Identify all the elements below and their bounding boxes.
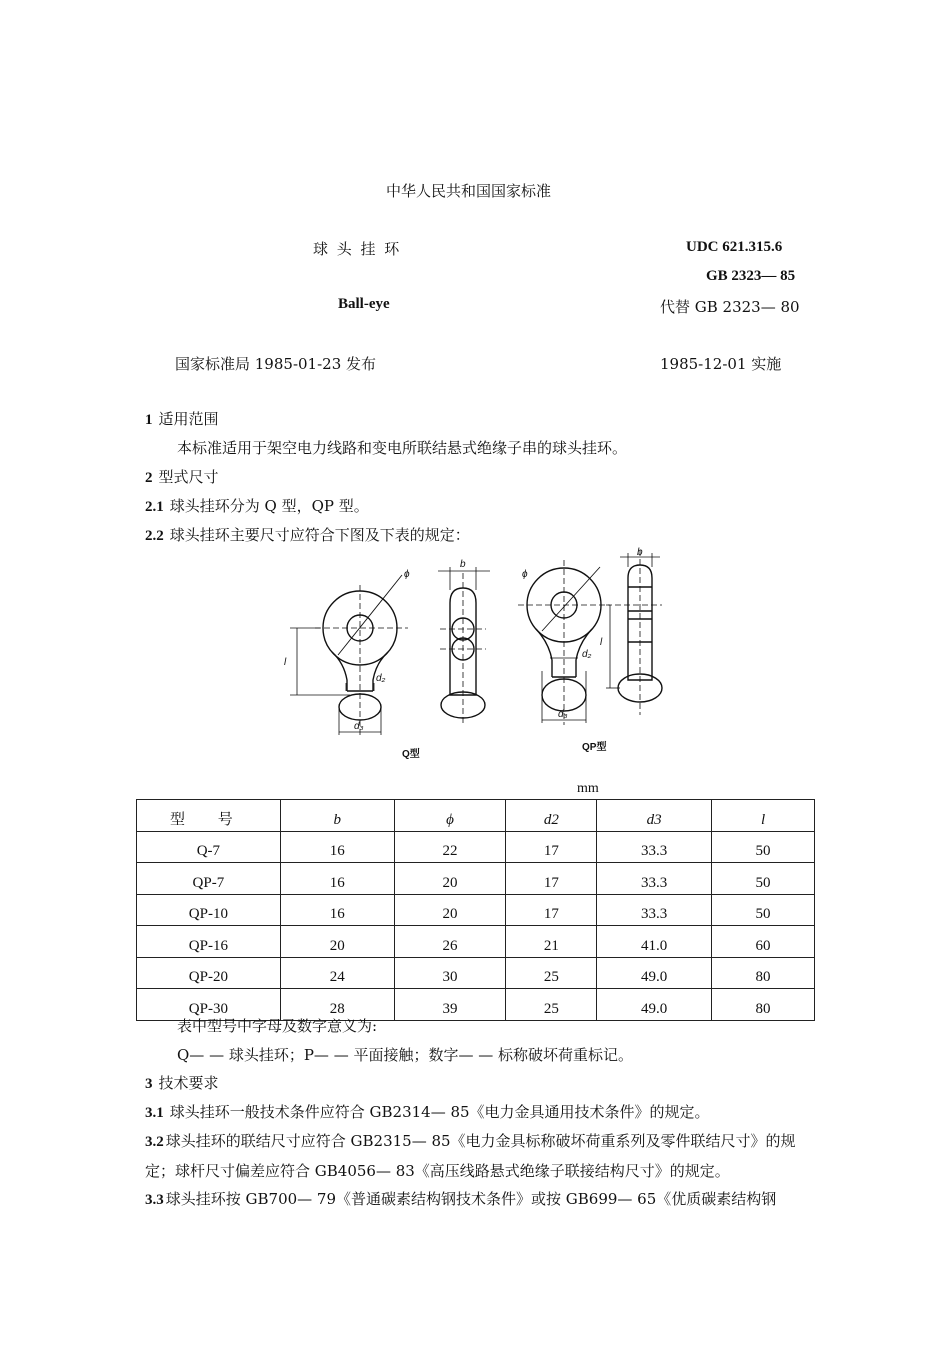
cell: 25 <box>506 957 597 989</box>
section-2-1: 2.1 球头挂环分为 Q 型，QP 型。 <box>145 497 369 515</box>
q-d3-label: d₃ <box>354 721 364 732</box>
ball-eye-drawing <box>260 545 680 765</box>
issue-date: 国家标准局 1985-01-23 发布 <box>175 355 377 373</box>
q-side-view <box>438 567 490 725</box>
title-cn: 球 头 挂 环 <box>313 240 402 258</box>
effective-date: 1985-12-01 实施 <box>660 355 782 373</box>
qp-b-label: b <box>637 547 643 558</box>
cell: 41.0 <box>597 926 712 958</box>
table-row <box>137 831 815 863</box>
section-1-body: 本标准适用于架空电力线路和变电所联结悬式绝缘子串的球头挂环。 <box>177 439 628 457</box>
table-row <box>137 863 815 895</box>
table-row <box>137 894 815 926</box>
cell: 80 <box>712 957 815 989</box>
header-b: b <box>280 800 394 832</box>
cell: 49.0 <box>597 989 712 1021</box>
qp-side-view <box>606 550 662 715</box>
q-d2-label: d₂ <box>376 673 386 684</box>
udc-code: UDC 621.315.6 <box>686 239 783 255</box>
cell: QP-10 <box>137 894 281 926</box>
cell: 33.3 <box>597 863 712 895</box>
cell: QP-16 <box>137 926 281 958</box>
q-l-label: l <box>284 657 287 668</box>
dimension-table <box>136 799 815 1021</box>
cell: 17 <box>506 863 597 895</box>
qp-d3-label: d₃ <box>558 709 568 720</box>
cell: 30 <box>394 957 506 989</box>
header-phi: ϕ <box>394 800 506 832</box>
header-model: 型 号 <box>137 800 281 832</box>
cell: 33.3 <box>597 894 712 926</box>
cell: Q-7 <box>137 831 281 863</box>
qp-front-view <box>518 560 610 725</box>
table-row <box>137 926 815 958</box>
cell: 17 <box>506 831 597 863</box>
header-d2-text: d2 <box>543 811 559 828</box>
table-header-row <box>137 800 815 832</box>
gb-code: GB 2323— 85 <box>706 268 796 284</box>
header-d2 <box>506 800 597 832</box>
section-3-1: 3.1 球头挂环一般技术条件应符合 GB2314— 85《电力金具通用技术条件》的规定。 <box>145 1103 710 1121</box>
qp-d2-label: d₂ <box>582 649 592 660</box>
notes-meaning: Q— — 球头挂环；P— — 平面接触；数字— — 标称破坏荷重标记。 <box>177 1046 634 1064</box>
cell: 20 <box>280 926 394 958</box>
cell: 20 <box>394 894 506 926</box>
replaces-code: 代替 GB 2323— 80 <box>660 298 800 316</box>
q-phi-label: ϕ <box>404 569 410 580</box>
section-3-3: 3.3 球头挂环按 GB700— 79《普通碳素结构钢技术条件》或按 GB699— 65《优质碳素结构钢 <box>145 1190 777 1208</box>
cell: 60 <box>712 926 815 958</box>
cell: 17 <box>506 894 597 926</box>
cell: 21 <box>506 926 597 958</box>
cell: 28 <box>280 989 394 1021</box>
notes-intro: 表中型号中字母及数字意义为: <box>177 1017 378 1035</box>
standard-org: 中华人民共和国国家标准 <box>386 182 552 200</box>
qp-caption: QP型 <box>582 742 607 753</box>
cell: 49.0 <box>597 957 712 989</box>
header-d3 <box>597 800 712 832</box>
cell: 16 <box>280 831 394 863</box>
cell: QP-30 <box>137 989 281 1021</box>
cell: QP-7 <box>137 863 281 895</box>
section-2-2: 2.2 球头挂环主要尺寸应符合下图及下表的规定： <box>145 526 470 544</box>
qp-phi-label: ϕ <box>522 569 528 580</box>
cell: 22 <box>394 831 506 863</box>
cell: 16 <box>280 894 394 926</box>
section-1-heading: 1 适用范围 <box>145 410 219 428</box>
cell: 24 <box>280 957 394 989</box>
table-row <box>137 957 815 989</box>
cell: 20 <box>394 863 506 895</box>
header-l: l <box>712 800 815 832</box>
cell: QP-20 <box>137 957 281 989</box>
qp-l-label: l <box>600 637 603 648</box>
cell: 50 <box>712 863 815 895</box>
cell: 80 <box>712 989 815 1021</box>
cell: 39 <box>394 989 506 1021</box>
cell: 26 <box>394 926 506 958</box>
cell: 16 <box>280 863 394 895</box>
cell: 25 <box>506 989 597 1021</box>
cell: 50 <box>712 894 815 926</box>
table-unit: mm <box>577 781 599 796</box>
cell: 50 <box>712 831 815 863</box>
section-3-heading: 3 技术要求 <box>145 1074 219 1092</box>
q-b-label: b <box>460 559 466 570</box>
header-d3-text: d3 <box>646 811 662 828</box>
section-2-heading: 2 型式尺寸 <box>145 468 219 486</box>
q-caption: Q型 <box>402 749 420 760</box>
section-3-2: 3.2 球头挂环的联结尺寸应符合 GB2315— 85《电力金具标称破坏荷重系列及零件联结尺寸》的规定；球杆尺寸偏差应符合 GB4056— 83《高压线路悬式绝缘子联接结构尺寸》的规定。 <box>145 1132 796 1180</box>
title-en: Ball-eye <box>338 296 390 312</box>
q-front-view <box>290 575 408 735</box>
cell: 33.3 <box>597 831 712 863</box>
